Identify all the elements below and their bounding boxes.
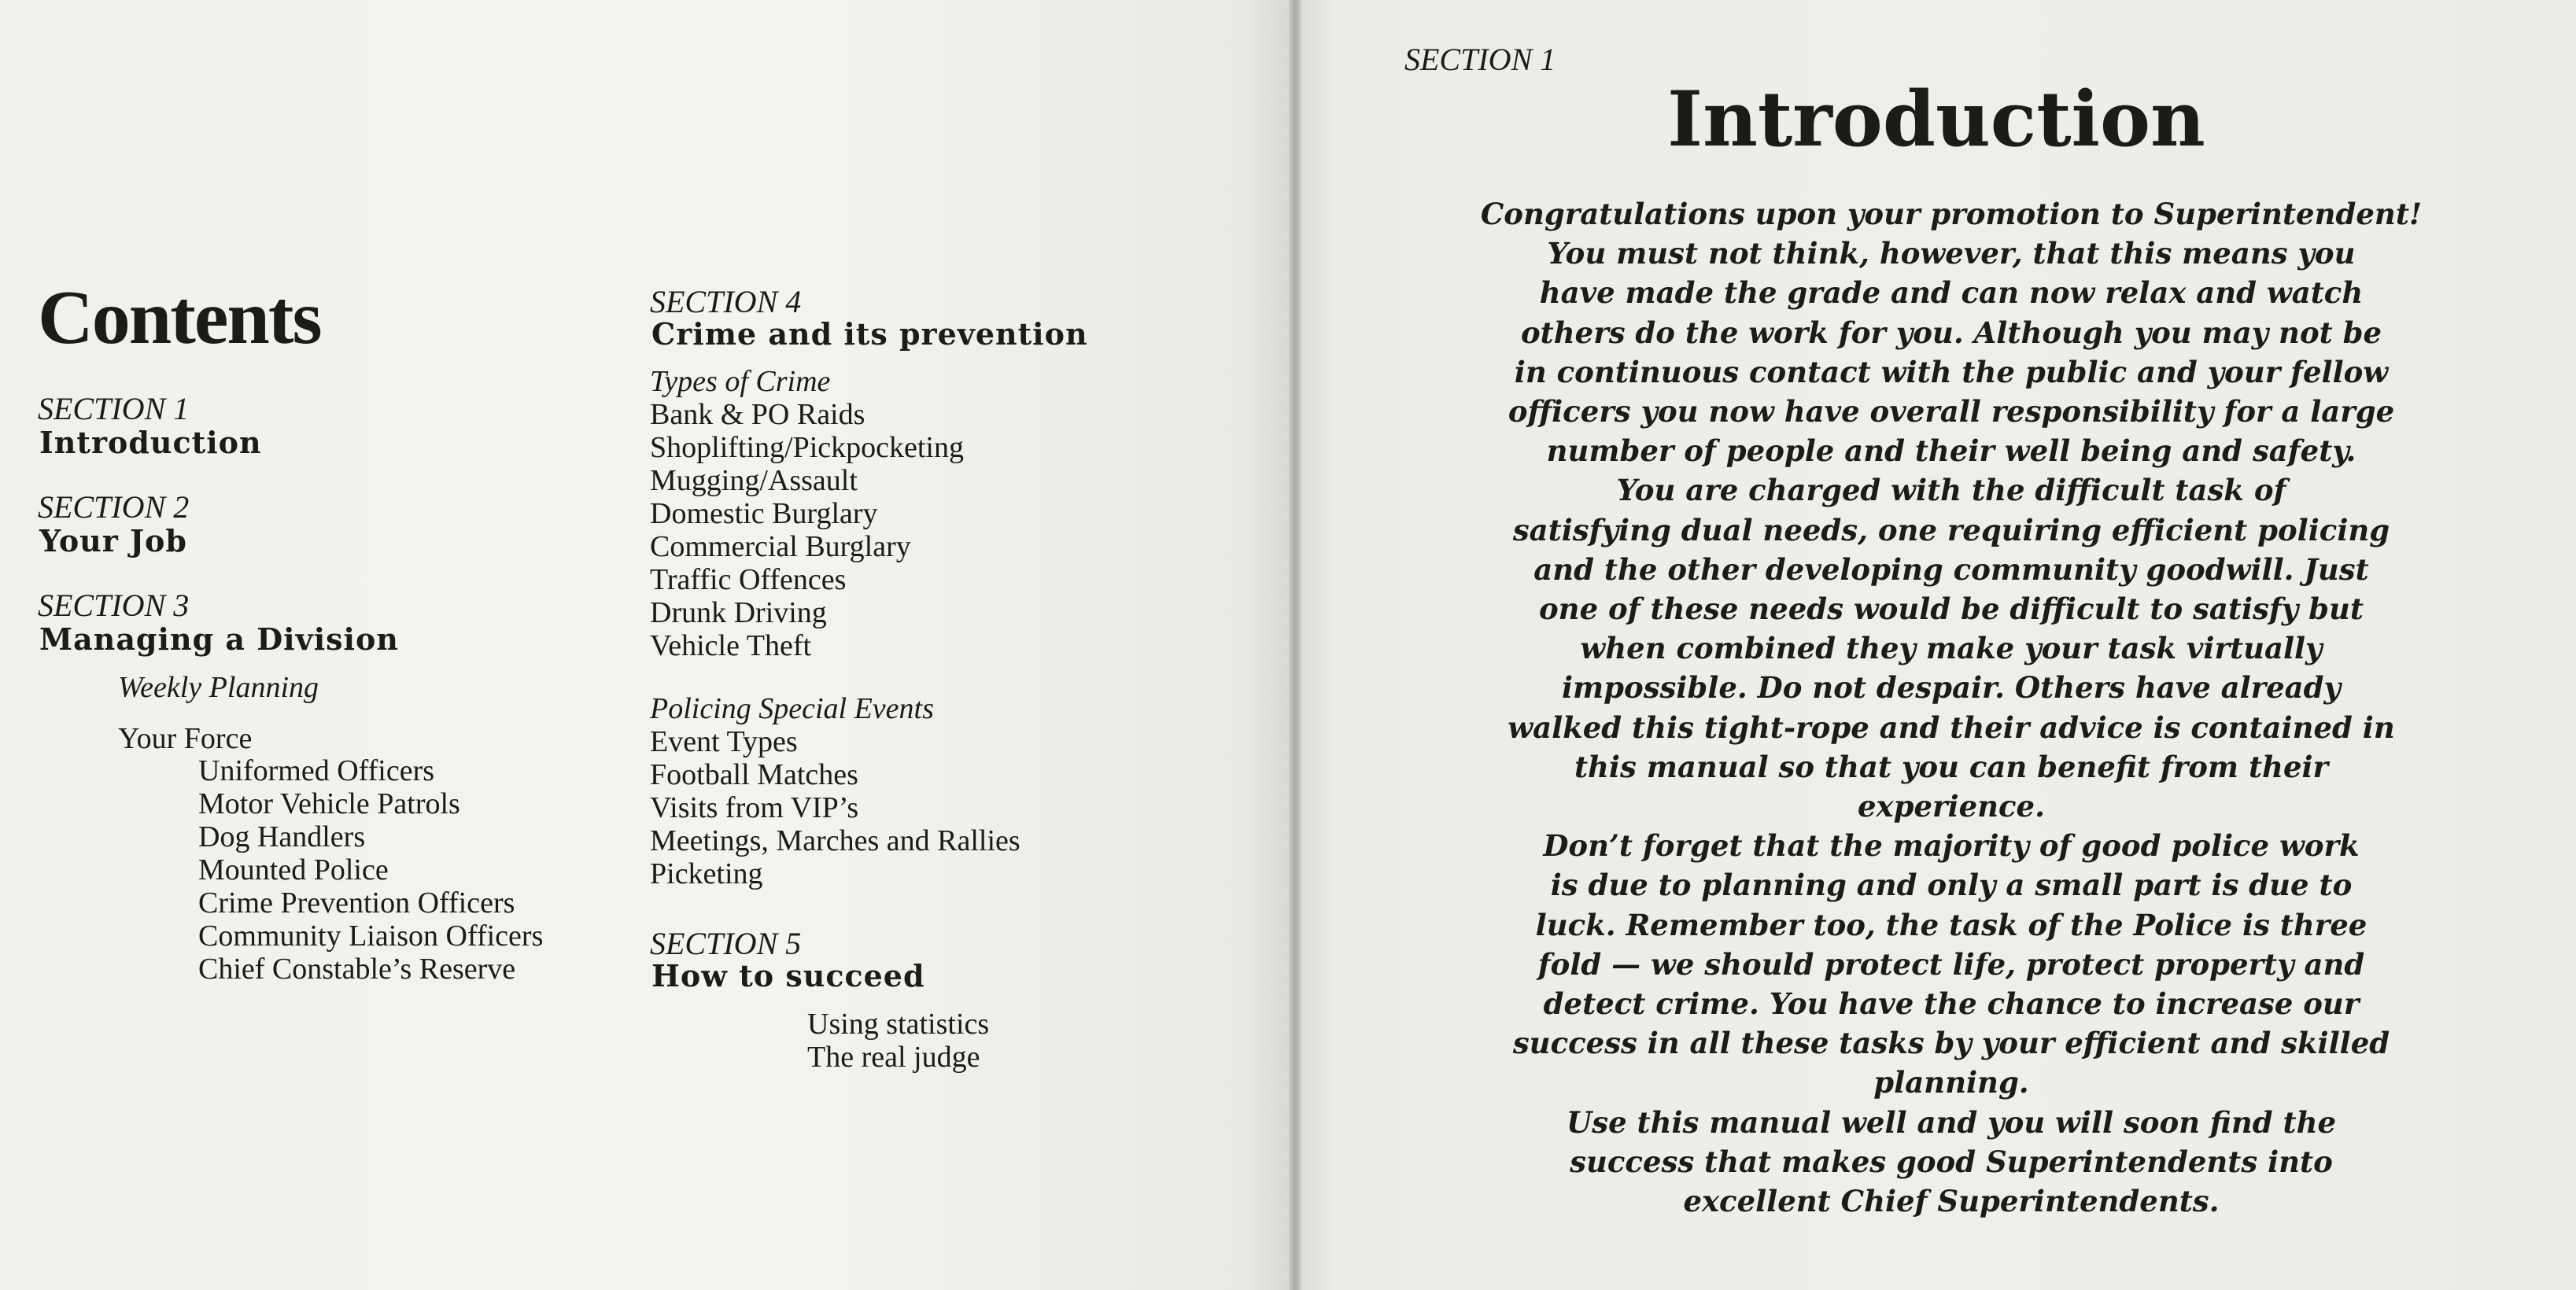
list-item: Picketing [650, 857, 763, 890]
body-line: detect crime. You have the chance to increase our [1543, 986, 2360, 1022]
list-item: Domestic Burglary [650, 497, 878, 530]
body-line: excellent Chief Superintendents. [1683, 1184, 2220, 1219]
body-line: success that makes good Superintendents into [1570, 1144, 2333, 1179]
body-line: when combined they make your task virtually [1580, 631, 2323, 666]
force-list [198, 754, 543, 986]
list-item: Visits from VIP’s [650, 791, 859, 824]
body-line: this manual so that you can benefit from their [1574, 749, 2329, 784]
list-item: Uniformed Officers [198, 754, 435, 787]
section-1-title: Introduction [39, 425, 262, 460]
section-5-label: SECTION 5 [650, 926, 802, 961]
list-item: Event Types [650, 725, 798, 758]
body-line: one of these needs would be difficult to satisfy but [1539, 592, 2364, 627]
section-2-label: SECTION 2 [38, 489, 190, 525]
body-line: have made the grade and can now relax and watch [1539, 275, 2364, 311]
list-item: Vehicle Theft [650, 629, 812, 662]
list-item: Crime Prevention Officers [198, 886, 515, 920]
list-item: Motor Vehicle Patrols [198, 787, 460, 820]
list-item: Mugging/Assault [650, 464, 858, 497]
book-spine [1289, 0, 1301, 1290]
body-line: experience. [1858, 789, 2045, 824]
list-item: The real judge [807, 1041, 980, 1074]
body-line: You must not think, however, that this means you [1547, 236, 2356, 271]
crime-types-list [650, 365, 964, 662]
list-item: Traffic Offences [650, 563, 847, 596]
body-line: Use this manual well and you will soon find the [1566, 1104, 2337, 1140]
special-events-heading: Policing Special Events [650, 692, 934, 725]
list-item: Using statistics [807, 1008, 990, 1041]
section-4-label: SECTION 4 [650, 284, 802, 319]
body-line: in continuous contact with the public and your fellow [1514, 354, 2389, 389]
list-item: Dog Handlers [198, 820, 366, 853]
list-item: Community Liaison Officers [198, 920, 544, 953]
body-line: number of people and their well being and safety. [1546, 433, 2356, 469]
section-3-title: Managing a Division [39, 621, 399, 657]
special-events-list [650, 692, 1020, 890]
your-force-entry: Your Force [118, 722, 253, 755]
list-item: Chief Constable’s Reserve [198, 953, 516, 986]
list-item: Commercial Burglary [650, 530, 911, 563]
list-item: Football Matches [650, 758, 858, 791]
intro-section-label: SECTION 1 [1404, 42, 1556, 77]
types-of-crime-heading: Types of Crime [650, 365, 831, 398]
weekly-planning-entry: Weekly Planning [118, 671, 319, 704]
body-line: Congratulations upon your promotion to Superintendent! [1480, 197, 2423, 231]
section-3-label: SECTION 3 [38, 588, 190, 623]
list-item: Meetings, Marches and Rallies [650, 824, 1020, 857]
body-line: walked this tight-rope and their advice is contained in [1508, 710, 2395, 745]
list-item: Drunk Driving [650, 596, 827, 629]
section-4-title: Crime and its prevention [651, 316, 1088, 352]
contents-title: Contents [38, 275, 321, 360]
body-line: fold — we should protect life, protect property and [1537, 946, 2365, 982]
body-line: others do the work for you. Although you may not be [1520, 315, 2382, 350]
intro-title: Introduction [1667, 75, 2205, 164]
section-2-title: Your Job [39, 523, 187, 558]
body-line: impossible. Do not despair. Others have already [1561, 670, 2342, 706]
section-5-list [807, 1008, 989, 1074]
body-line: and the other developing community goodwill. Just [1533, 551, 2369, 587]
section-5-title: How to succeed [651, 958, 925, 993]
body-line: You are charged with the difficult task of [1616, 473, 2286, 508]
body-line: planning. [1873, 1065, 2029, 1100]
body-line: success in all these tasks by your efficient and skilled [1512, 1026, 2390, 1061]
list-item: Bank & PO Raids [650, 398, 865, 431]
list-item: Mounted Police [198, 853, 389, 886]
body-line: luck. Remember too, the task of the Police is three [1535, 907, 2367, 942]
body-line: satisfying dual needs, one requiring efficient policing [1512, 512, 2390, 547]
body-line: is due to planning and only a small part is due to [1550, 868, 2353, 903]
section-1-label: SECTION 1 [38, 391, 190, 426]
list-item: Shoplifting/Pickpocketing [650, 431, 964, 464]
intro-body [1401, 194, 2502, 1221]
body-line: Don’t forget that the majority of good police work [1543, 828, 2360, 864]
body-line: officers you now have overall responsibility for a large [1508, 394, 2395, 429]
